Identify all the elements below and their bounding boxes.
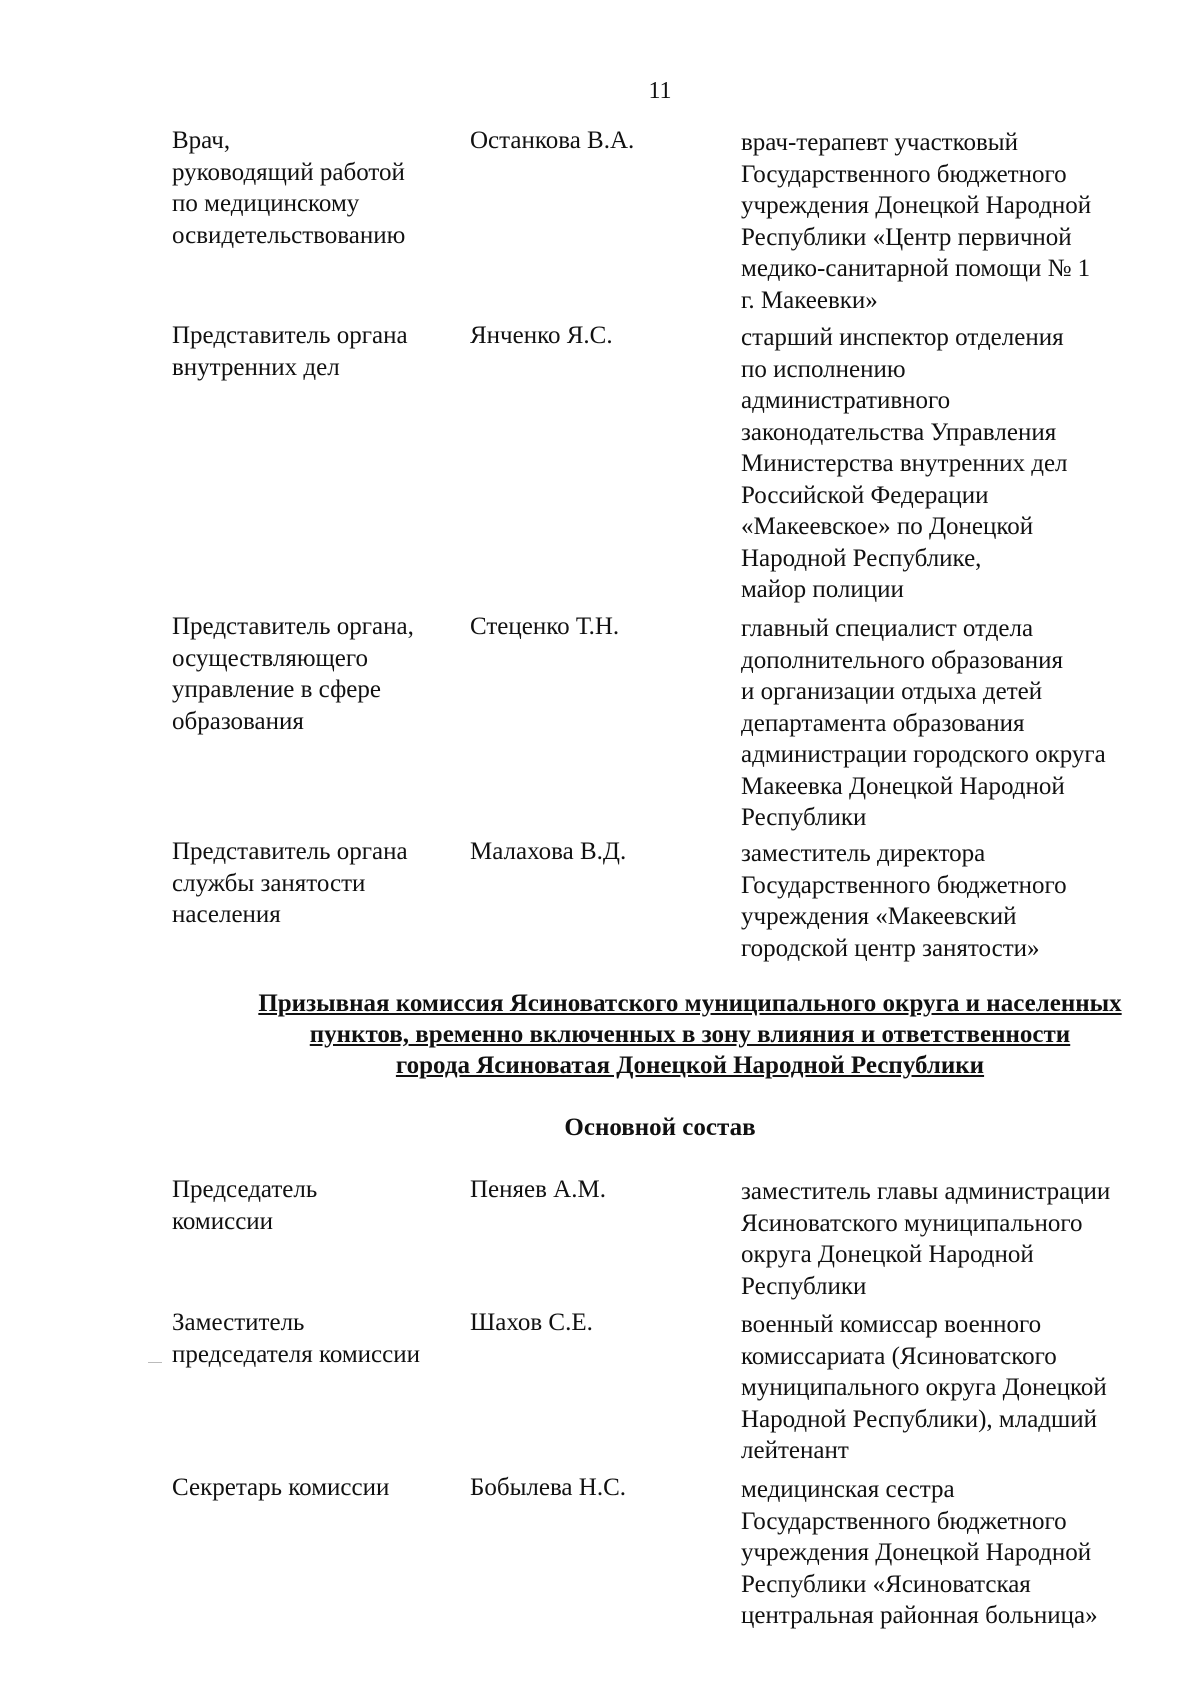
member-name: Бобылева Н.С. [470, 1474, 626, 1501]
member-role: Представитель органа внутренних дел [172, 322, 408, 381]
member-position: старший инспектор отделения по исполнению административного законодательства Управления Министерства внутренних дел Российской Федерации «Макеевское» по Донецкой Народной Республике, майор полиции [741, 324, 1068, 603]
section-heading: Призывная комиссия Ясиноватского муниципального округа и населенных пунктов, временно включенных в зону влияния и ответственности города Ясиноватая Донецкой Народной Республики [258, 990, 1122, 1079]
member-name: Останкова В.А. [470, 127, 635, 154]
member-role: Представитель органа, осуществляющего управление в сфере образования [172, 613, 414, 735]
member-role: Председатель комиссии [172, 1176, 318, 1235]
member-role: Врач, руководящий работой по медицинскому освидетельствованию [172, 127, 406, 249]
page-number: 11 [648, 78, 672, 104]
member-name: Стеценко Т.Н. [470, 613, 620, 640]
member-role: Секретарь комиссии [172, 1474, 390, 1501]
member-position: заместитель главы администрации Ясиноватского муниципального округа Донецкой Народной Республики [741, 1178, 1111, 1300]
scan-margin-mark [148, 1362, 162, 1363]
member-name: Шахов С.Е. [470, 1309, 593, 1336]
member-name: Янченко Я.С. [470, 322, 613, 349]
section-subheading: Основной состав [564, 1114, 756, 1141]
member-role: Представитель органа службы занятости населения [172, 838, 408, 928]
member-name: Пеняев А.М. [470, 1176, 606, 1203]
member-role: Заместитель председателя комиссии [172, 1309, 420, 1368]
member-position: врач-терапевт участковый Государственного бюджетного учреждения Донецкой Народной Республики «Центр первичной медико-санитарной помощи № 1 г. Макеевки» [741, 129, 1092, 314]
member-position: военный комиссар военного комиссариата (Ясиноватского муниципального округа Донецкой Народной Республики), младший лейтенант [741, 1311, 1107, 1464]
member-name: Малахова В.Д. [470, 838, 627, 865]
member-position: медицинская сестра Государственного бюджетного учреждения Донецкой Народной Республики «Ясиноватская центральная районная больница» [741, 1476, 1098, 1629]
member-position: заместитель директора Государственного бюджетного учреждения «Макеевский городской центр занятости» [741, 840, 1067, 962]
member-position: главный специалист отдела дополнительного образования и организации отдыха детей департамента образования администрации городского округа Макеевка Донецкой Народной Республики [741, 615, 1106, 831]
